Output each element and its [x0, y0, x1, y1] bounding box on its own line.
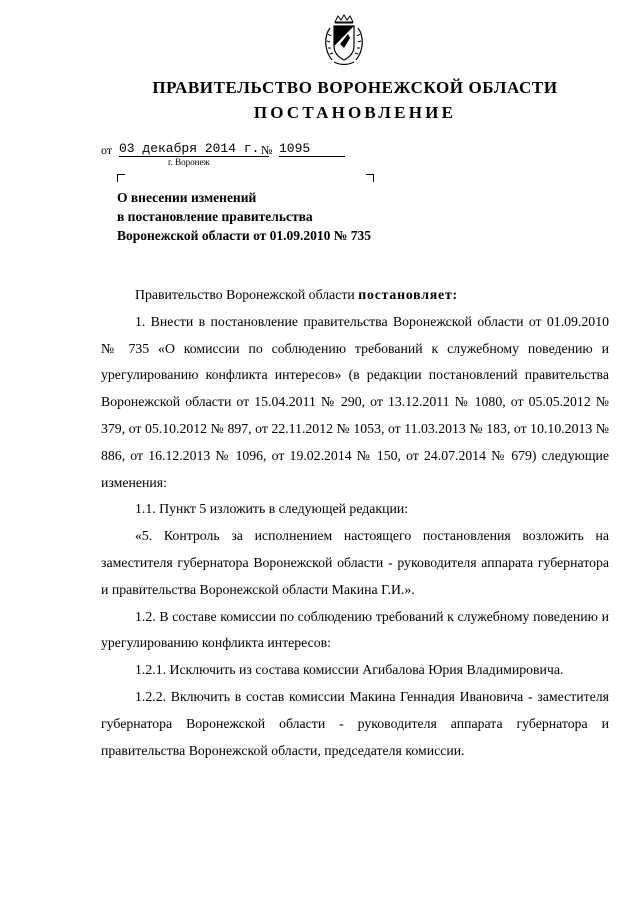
voronezh-coat-of-arms-icon [322, 14, 366, 68]
paragraph-1-2-1: 1.2.1. Исключить из состава комиссии Агибалова Юрия Владимировича. [135, 662, 564, 678]
document-type-title: ПОСТАНОВЛЕНИЕ [253, 103, 457, 122]
intro-prefix: Правительство Воронежской области [135, 287, 359, 302]
city-label: г. Воронеж [168, 157, 210, 167]
intro-verb: постановляет: [358, 287, 458, 302]
subject-line: Воронежской области от 01.09.2010 № 735 [117, 228, 371, 243]
document-number: 1095 [279, 141, 345, 157]
intro-paragraph [101, 282, 609, 309]
organization-title: ПРАВИТЕЛЬСТВО ВОРОНЕЖСКОЙ ОБЛАСТИ [152, 78, 558, 97]
number-label: № [261, 143, 273, 157]
paragraph-1: 1. Внести в постановление правительства Воронежской области от 01.09.2010 № 735 «О комиссии по соблюдению требований к служебному поведению и урегулированию конфликта интересов» (в редакции постановлений правительства Воронежской области от 15.04.2011 № 290, от 13.12.2011 № 1080, от 05.05.2012 № 379, от 05.10.2012 № 897, от 22.11.2012 № 1053, от 11.03.2013 № 183, от 10.10.2013 № 886, от 16.12.2013 № 1096, от 19.02.2014 № 150, от 24.07.2014 № 679) следующие изменения: [101, 313, 609, 490]
subject-corner-right [366, 174, 374, 182]
paragraph-1-1-text: «5. Контроль за исполнением настоящего постановления возложить на заместителя губернатора Воронежской области - руководителя аппарата губернатора и правительства Воронежской области Макина Г.И.». [101, 528, 609, 597]
document-body [101, 282, 609, 764]
paragraph-1-2: 1.2. В составе комиссии по соблюдению требований к служебному поведению и урегулированию конфликта интересов: [101, 608, 609, 651]
paragraph-1-1: 1.1. Пункт 5 изложить в следующей редакции: [135, 501, 409, 517]
subject-line: О внесении изменений [117, 190, 257, 205]
document-subject [117, 188, 417, 245]
document-date: 03 декабря 2014 г. [119, 141, 269, 157]
date-line [101, 141, 361, 161]
date-from-label: от [101, 143, 113, 157]
subject-corner-left [117, 174, 125, 182]
subject-line: в постановление правительства [117, 209, 313, 224]
paragraph-1-2-2: 1.2.2. Включить в состав комиссии Макина Геннадия Ивановича - заместителя губернатора Воронежской области - руководителя аппарата губернатора и правительства Воронежской области, председателя комиссии. [101, 688, 609, 758]
